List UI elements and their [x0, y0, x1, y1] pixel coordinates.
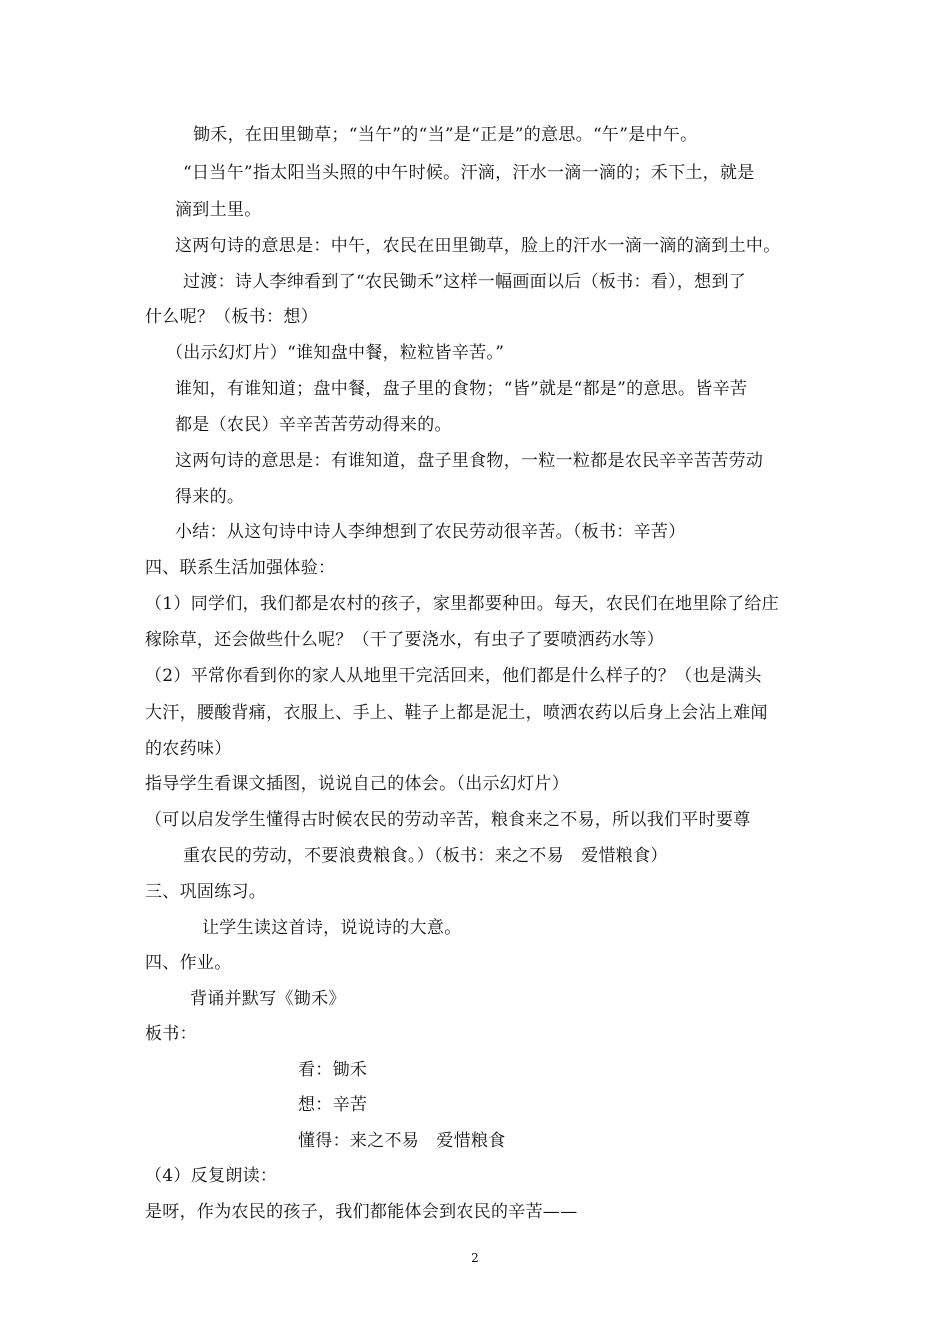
- text-line: （可以启发学生懂得古时候农民的劳动辛苦，粮食来之不易，所以我们平时要尊: [145, 810, 751, 830]
- section-heading: 三、巩固练习。: [145, 882, 267, 902]
- text-line: 什么呢？（板书：想）: [145, 307, 318, 327]
- board-writing-item: 看：锄禾: [298, 1060, 368, 1080]
- text-line: （出示幻灯片）“谁知盘中餐，粒粒皆辛苦。”: [166, 343, 505, 363]
- text-line: 锄禾，在田里锄草；“当午”的“当”是“正是”的意思。“午”是中午。: [193, 125, 698, 145]
- board-writing-item: 想：辛苦: [298, 1095, 368, 1115]
- page-number: 2: [471, 1251, 479, 1265]
- text-line: 得来的。: [175, 487, 245, 507]
- board-writing-label: 板书：: [145, 1024, 197, 1044]
- text-line: 让学生读这首诗，说说诗的大意。: [202, 918, 462, 938]
- text-line: “日当午”指太阳当头照的中午时候。汗滴，汗水一滴一滴的；禾下土，就是: [183, 163, 755, 183]
- text-line: 谁知，有谁知道；盘中餐，盘子里的食物；“皆”就是“都是”的意思。皆辛苦: [175, 379, 748, 399]
- text-line: 都是（农民）辛辛苦苦劳动得来的。: [175, 415, 452, 435]
- text-line: 背诵并默写《锄禾》: [190, 989, 346, 1009]
- text-line: 指导学生看课文插图，说说自己的体会。（出示幻灯片）: [145, 774, 569, 794]
- text-line: 重农民的劳动，不要浪费粮食。）（板书：来之不易 爱惜粮食）: [183, 846, 668, 866]
- text-line: 这两句诗的意思是：中午，农民在田里锄草，脸上的汗水一滴一滴的滴到土中。: [175, 236, 781, 256]
- section-heading: 四、作业。: [145, 953, 232, 973]
- text-line: 是呀，作为农民的孩子，我们都能体会到农民的辛苦——: [145, 1202, 578, 1222]
- text-line: 小结：从这句诗中诗人李绅想到了农民劳动很辛苦。（板书：辛苦）: [175, 522, 686, 542]
- board-writing-item: 懂得：来之不易 爱惜粮食: [298, 1131, 506, 1151]
- section-heading: 四、联系生活加强体验：: [145, 558, 336, 578]
- text-line: 大汗，腰酸背痛，衣服上、手上、鞋子上都是泥土，喷洒农药以后身上会沾上难闻: [145, 703, 768, 723]
- text-line: （2）平常你看到你的家人从地里干完活回来，他们都是什么样子的？（也是满头: [145, 666, 762, 686]
- text-line: （4）反复朗读：: [145, 1166, 278, 1186]
- text-line: 过渡：诗人李绅看到了“农民锄禾”这样一幅画面以后（板书：看），想到了: [183, 272, 747, 292]
- text-line: 的农药味）: [145, 739, 232, 759]
- text-line: （1）同学们，我们都是农村的孩子，家里都要种田。每天，农民们在地里除了给庄: [145, 594, 779, 614]
- text-line: 这两句诗的意思是：有谁知道，盘子里食物，一粒一粒都是农民辛辛苦苦劳动: [175, 451, 764, 471]
- text-line: 滴到土里。: [175, 200, 262, 220]
- text-line: 稼除草，还会做些什么呢？（干了要浇水，有虫子了要喷洒药水等）: [145, 630, 664, 650]
